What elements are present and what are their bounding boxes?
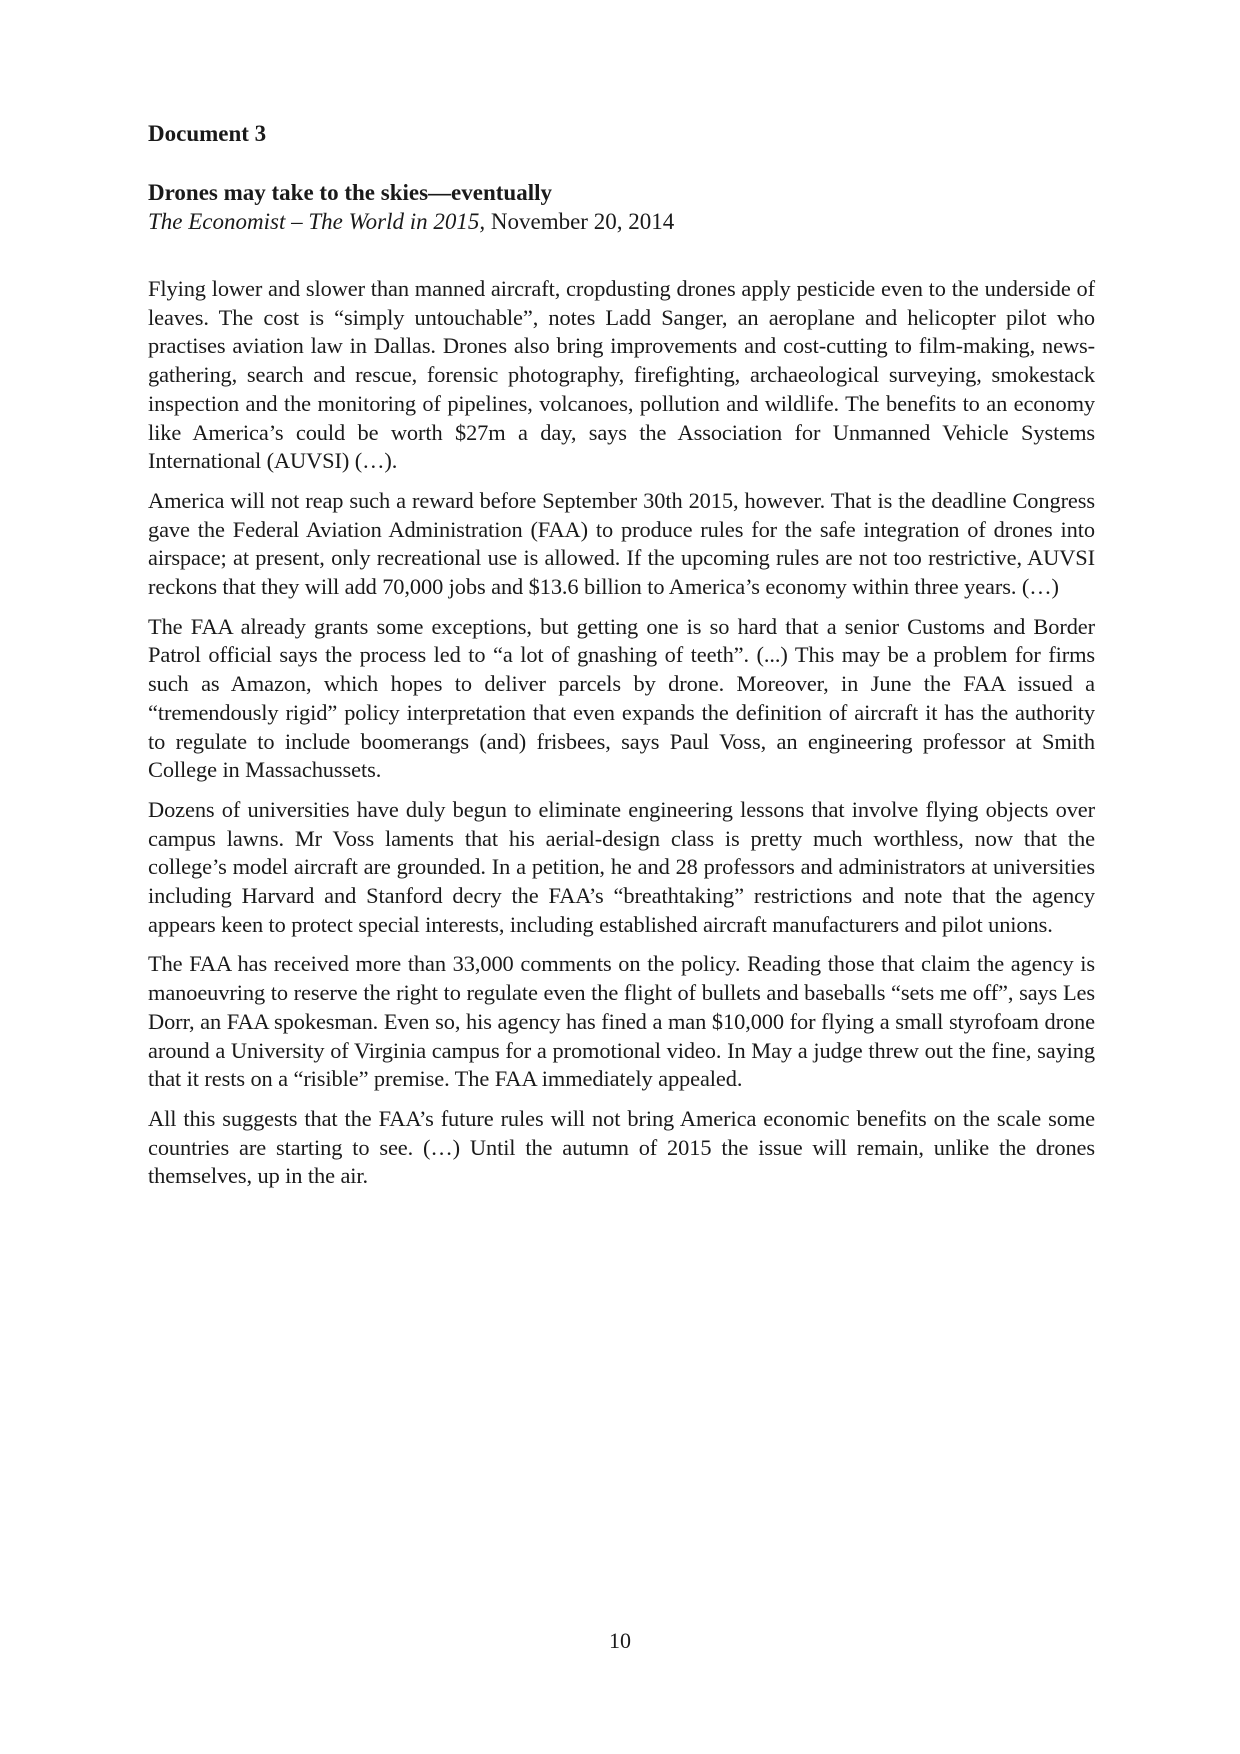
paragraph-3: The FAA already grants some exceptions, but getting one is so hard that a senior Customs and Border Patrol official says the process led to “a lot of gnashing of teeth”. (...) This may be a problem for firms such as Amazon, which hopes to deliver parcels by drone. Moreover, in June the FAA issued a “tremendously rigid” policy interpretation that even expands the definition of aircraft it has the authority to regulate to include boomerangs (and) frisbees, says Paul Voss, an engineering professor at Smith College in Massachussets. xyxy=(148,613,1095,783)
document-label: Document 3 xyxy=(148,121,267,146)
page-number: 10 xyxy=(609,1628,631,1653)
paragraph-1: Flying lower and slower than manned aircraft, cropdusting drones apply pesticide even to the underside of leaves. The cost is “simply untouchable”, notes Ladd Sanger, an aeroplane and helicopter pilot who practises aviation law in Dallas. Drones also bring improvements and cost-cutting to film-making, news-gathering, search and rescue, forensic photography, firefighting, archaeological surveying, smokestack inspection and the monitoring of pipelines, volcanoes, pollution and wildlife. The benefits to an economy like America’s could be worth $27m a day, says the Association for Unmanned Vehicle Systems International (AUVSI) (…). xyxy=(148,276,1095,474)
article-header xyxy=(148,178,1096,236)
article-body xyxy=(148,275,1095,1202)
paragraph-5: The FAA has received more than 33,000 comments on the policy. Reading those that claim the agency is manoeuvring to reserve the right to regulate even the flight of bullets and baseballs “sets me off”, says Les Dorr, an FAA spokesman. Even so, his agency has fined a man $10,000 for flying a small styrofoam drone around a University of Virginia campus for a promotional video. In May a judge threw out the fine, saying that it rests on a “risible” premise. The FAA immediately appealed. xyxy=(148,951,1095,1092)
article-title: Drones may take to the skies—eventually xyxy=(148,180,552,205)
source-date: November 20, 2014 xyxy=(485,209,675,234)
paragraph-6: All this suggests that the FAA’s future rules will not bring America economic benefits on the scale some countries are starting to see. (…) Until the autumn of 2015 the issue will remain, unlike the drones themselves, up in the air. xyxy=(148,1105,1095,1189)
source-publication: The Economist – The World in 2015, xyxy=(148,209,486,234)
article-source xyxy=(148,207,1096,236)
paragraph-4: Dozens of universities have duly begun to eliminate engineering lessons that involve flying objects over campus lawns. Mr Voss laments that his aerial-design class is pretty much worthless, now that the college’s model aircraft are grounded. In a petition, he and 28 professors and administrators at universities including Harvard and Stanford decry the FAA’s “breathtaking” restrictions and note that the agency appears keen to protect special interests, including established aircraft manufacturers and pilot unions. xyxy=(148,796,1095,937)
paragraph-2: America will not reap such a reward before September 30th 2015, however. That is the deadline Congress gave the Federal Aviation Administration (FAA) to produce rules for the safe integration of drones into airspace; at present, only recreational use is allowed. If the upcoming rules are not too restrictive, AUVSI reckons that they will add 70,000 jobs and $13.6 billion to America’s economy within three years. (…) xyxy=(148,487,1095,600)
